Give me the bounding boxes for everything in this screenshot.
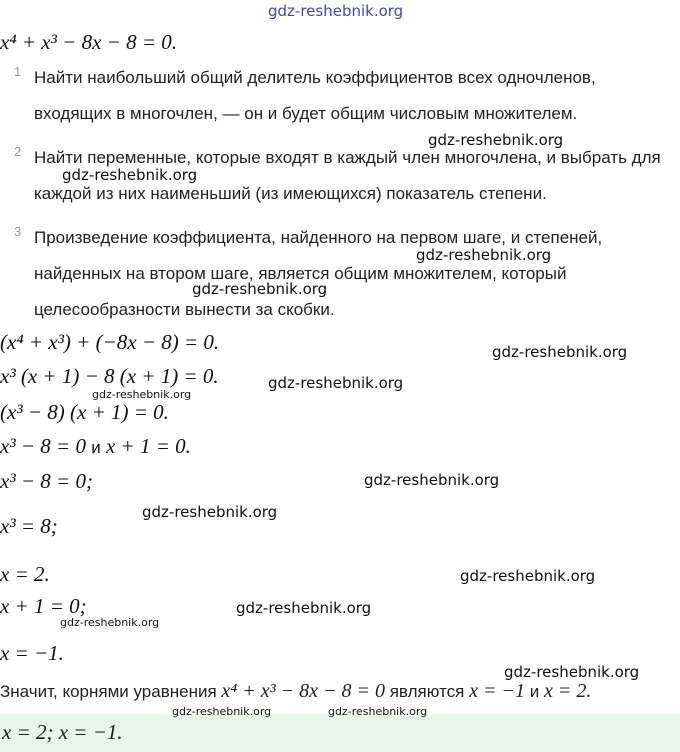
- step-text: Произведение коэффициента, найденного на первом шаге, и степеней, найденных на втором шаге, является общим множителем, который целесообразности вынести за скобки.: [34, 228, 603, 319]
- conclusion-equation: x⁴ + x³ − 8x − 8 = 0: [221, 680, 385, 702]
- watermark: gdz-reshebnik.org: [92, 388, 192, 401]
- step-text: Найти наибольший общий делитель коэффициентов всех одночленов, входящих в многочлен, — он и будет общим числовым множителем.: [34, 68, 596, 123]
- conclusion-prefix: Значит, корнями уравнения: [0, 682, 217, 701]
- solution-line-2: x³ (x + 1) − 8 (x + 1) = 0.: [0, 364, 219, 388]
- watermark: gdz-reshebnik.org: [416, 246, 552, 264]
- solution-line-8: x + 1 = 0;: [0, 594, 87, 618]
- step-number: 2: [14, 144, 22, 159]
- watermark: gdz-reshebnik.org: [62, 166, 198, 184]
- watermark: gdz-reshebnik.org: [364, 471, 500, 489]
- watermark: gdz-reshebnik.org: [268, 374, 404, 392]
- watermark: gdz-reshebnik.org: [60, 616, 160, 629]
- conclusion: [0, 680, 680, 703]
- root-1: x = −1: [469, 680, 525, 702]
- watermark: gdz-reshebnik.org: [142, 503, 278, 521]
- solution-line-9: x = −1.: [0, 641, 64, 665]
- watermark: gdz-reshebnik.org: [492, 343, 628, 361]
- watermark: gdz-reshebnik.org: [504, 663, 640, 681]
- watermark: gdz-reshebnik.org: [460, 567, 596, 585]
- step-number: 1: [14, 64, 22, 79]
- watermark-top: gdz-reshebnik.org: [268, 2, 404, 20]
- watermark: gdz-reshebnik.org: [428, 131, 564, 149]
- conclusion-and: и: [529, 682, 540, 701]
- step-number: 3: [14, 224, 22, 239]
- answer-box: x = 2; x = −1.: [0, 714, 680, 752]
- conclusion-middle: являются: [389, 682, 465, 701]
- watermark: gdz-reshebnik.org: [192, 280, 328, 298]
- watermark: gdz-reshebnik.org: [236, 599, 372, 617]
- equation-part-a: x³ − 8 = 0: [0, 434, 86, 458]
- watermark: gdz-reshebnik.org: [172, 705, 272, 718]
- solution-line-4: [0, 434, 191, 459]
- step-text: Найти переменные, которые входят в каждый член многочлена, и выбрать для каждой из них наименьший (из имеющихся) показатель степени.: [34, 148, 661, 203]
- conjunction: и: [91, 438, 101, 457]
- solution-line-3: (x³ − 8) (x + 1) = 0.: [0, 400, 169, 424]
- solution-line-1: (x⁴ + x³) + (−8x − 8) = 0.: [0, 330, 220, 354]
- solution-line-6: x³ = 8;: [0, 514, 58, 538]
- problem-equation: x⁴ + x³ − 8x − 8 = 0.: [0, 30, 177, 54]
- solution-line-7: x = 2.: [0, 562, 50, 586]
- equation-part-b: x + 1 = 0.: [105, 434, 191, 458]
- solution-line-5: x³ − 8 = 0;: [0, 469, 93, 493]
- root-2: x = 2.: [543, 680, 592, 702]
- watermark: gdz-reshebnik.org: [328, 705, 428, 718]
